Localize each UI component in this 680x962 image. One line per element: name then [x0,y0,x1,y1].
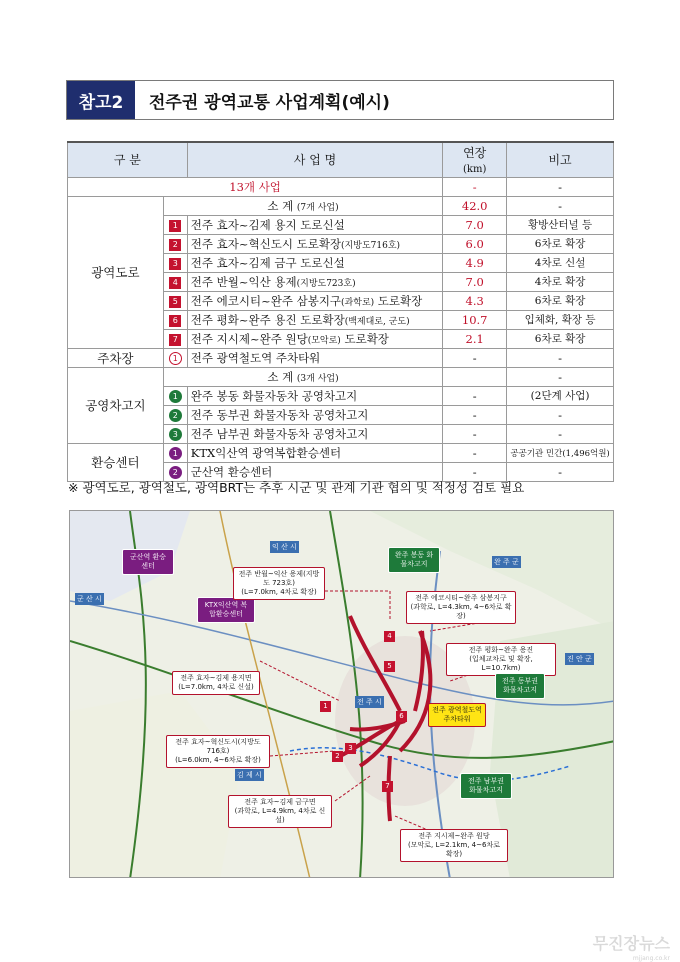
table-row: 2 전주 효자~혁신도시 도로확장(지방도716호) 6.0 6차로 확장 [68,234,614,253]
city-iksan: 익 산 시 [272,543,297,551]
footnote: ※ 광역도로, 광역철도, 광역BRT는 추후 시군 및 관계 기관 협의 및 적정성 검토 필요 [68,480,525,495]
number-badge: 7 [169,334,181,346]
number-badge: 2 [169,466,182,479]
city-wanju: 완 주 군 [494,558,519,566]
category-garage: 공영차고지 [68,367,164,443]
number-badge: 5 [169,296,181,308]
map-marker-4: 4 [384,631,395,642]
table-row: 1 전주 효자~김제 용지 도로신설 7.0 황방산터널 등 [68,215,614,234]
table-row: 환승센터 1 KTX익산역 광역복합환승센터 - 공공기관 민간(1,496억원) [68,443,614,462]
total-row [68,177,614,196]
total-label: 13개 사업 [68,177,443,196]
page-title: 전주권 광역교통 사업계획(예시) [149,92,390,113]
map-marker-3: 3 [345,743,356,754]
table-row: 1 완주 봉동 화물자동차 공영차고지 - (2단계 사업) [68,386,614,405]
table-row: 6 전주 평화~완주 용진 도로확장(백제대로, 군도) 10.7 입체화, 확장 등 [68,310,614,329]
label-namvu: 전주 남부권 화물차고지 [460,773,512,799]
number-badge: 1 [169,447,182,460]
parking-row: 주차장 1 전주 광역철도역 주차타워 - - [68,348,614,367]
label-parking: 전주 광역철도역 주차타워 [428,703,486,727]
subtotal-length: 42.0 [443,196,507,215]
table-row: 2 전주 동부권 화물자동차 공영차고지 - - [68,405,614,424]
table-row: 4 전주 반월~익산 용제(지방도723호) 7.0 4차로 확장 [68,272,614,291]
number-badge: 1 [169,390,182,403]
table-row: 3 전주 남부권 화물자동차 공영차고지 - - [68,424,614,443]
category-transfer: 환승센터 [68,443,164,481]
total-length: - [443,177,507,196]
header-category: 구 분 [68,142,188,177]
watermark-sub: mjjang.co.kr [632,955,670,962]
number-badge: 3 [169,258,181,270]
label-geumgu: 전주 효자~김제 금구면 (과학로, L=4.9km, 4차로 신설) [228,795,332,828]
city-gunsan: 군 산 시 [77,595,102,603]
number-badge: 3 [169,428,182,441]
number-badge: 1 [169,352,182,365]
category-parking: 주차장 [68,348,164,367]
road-subtotal-row: 광역도로 소 계 (7개 사업) 42.0 - [68,196,614,215]
label-wondang: 전주 지시제~완주 원당 (모악로, L=2.1km, 4~6차로 확장) [400,829,508,862]
project-table [67,141,614,482]
project-map [69,510,614,878]
label-yongji: 전주 효자~김제 용지면 (L=7.0km, 4차로 신설) [172,671,260,695]
table-row: 2 군산역 환승센터 - - [68,462,614,481]
label-banwol: 전주 반월~익산 용제(지방도 723호) (L=7.0km, 4차로 확장) [233,567,325,600]
header-project: 사 업 명 [187,142,442,177]
table-row: 7 전주 지시제~완주 원당(모악로) 도로확장 2.1 6차로 확장 [68,329,614,348]
label-iksan-transfer: KTX익산역 복합환승센터 [197,597,255,623]
map-marker-1: 1 [320,701,331,712]
city-jinan: 진 안 군 [567,655,592,663]
number-badge: 2 [169,409,182,422]
garage-subtotal-row: 공영차고지 소 계 (3개 사업) - [68,367,614,386]
watermark-logo: 무진장뉴스 [592,934,670,953]
label-pyeonghwa: 전주 평화~완주 용진 (입체교차로 및 확장, L=10.7km) [446,643,556,676]
map-marker-5: 5 [384,661,395,672]
table-row: 5 전주 에코시티~완주 삼봉지구(과학로) 도로확장 4.3 6차로 확장 [68,291,614,310]
header-remark: 비고 [507,142,614,177]
number-badge: 4 [169,277,181,289]
title-box [66,80,614,120]
label-eco: 전주 에코시티~완주 삼봉지구 (과학로, L=4.3km, 4~6차로 확장) [406,591,516,624]
category-road: 광역도로 [68,196,164,348]
map-marker-7: 7 [382,781,393,792]
label-dongbu: 전주 동부권 화물차고지 [495,673,545,699]
city-jeonju: 전 주 시 [357,698,382,706]
number-badge: 6 [169,315,181,327]
number-badge: 1 [169,220,181,232]
number-badge: 2 [169,239,181,251]
label-hyeoksin: 전주 효자~혁신도시(지방도 716호) (L=6.0km, 4~6차로 확장) [166,735,270,768]
label-bongdong: 완주 봉동 화물차고지 [388,547,440,573]
label-gunsan-transfer: 군산역 환승센터 [122,549,174,575]
city-gimje: 김 제 시 [237,771,262,779]
map-marker-2: 2 [332,751,343,762]
header-length: 연장 (km) [443,142,507,177]
table-row: 3 전주 효자~김제 금구 도로신설 4.9 4차로 신설 [68,253,614,272]
total-remark: - [507,177,614,196]
title-tag: 참고2 [67,81,135,119]
map-marker-6: 6 [396,711,407,722]
